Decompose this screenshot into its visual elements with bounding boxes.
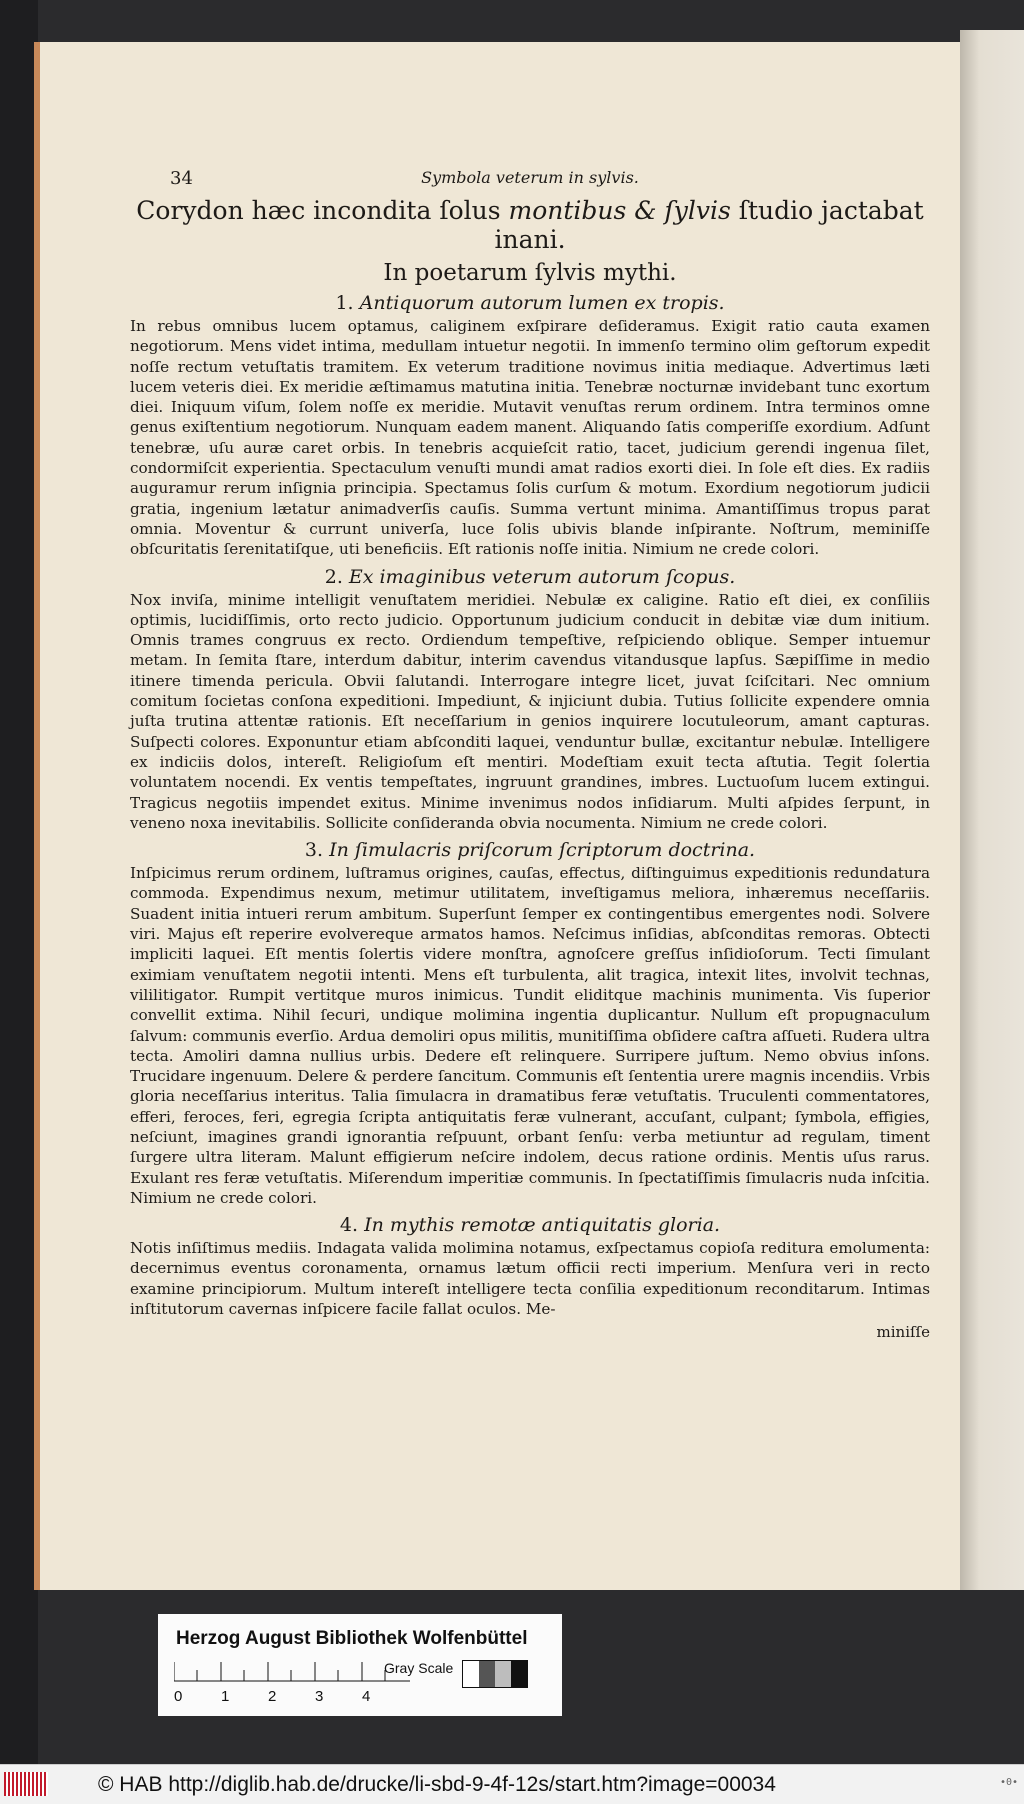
section-heading: 3. In ſimulacris priſcorum ſcriptorum doctrina. bbox=[304, 839, 756, 862]
page-content bbox=[130, 120, 930, 1341]
scale-numbers: 0 1 2 3 4 bbox=[174, 1688, 371, 1705]
section-text: Nox inviſa, minime intelligit venuſtatem meridiei. Nebulæ ex caligine. Ratio eſt diei, ex conſiliis optimis, lucidiſſimis, orto recto judicio. Opportunum judicium conducit in debitæ viæ dum initium. Omnis trames congruus ex recto. Ordiendum tempeſtive, reſpiciendo oblique. Semper intuemur metam. In ſemita ſtare, interdum dabitur, interim cavendus vitandusque lapſus. Sæpiſſime in medio itinere timenda pericula. Obvii ſalutandi. Interrogare integre licet, juvat ſciſcitari. Nec omnium comitum ſocietas conſona expeditioni. Impediunt, & injiciunt dubia. Tutius ſollicite expendere omnia juſta trutina attentæ rationis. Eſt neceſſarium in genios inquirere locutuleorum, amant capturas. Suſpecti colores. Exponuntur etiam abſconditi laquei, venduntur bullæ, excitantur nebulæ. Intelligere ex indiciis dolos, intereſt. Religioſum eſt mentiri. Modeſtiam exuit tecta aſtutia. Tegit ſolertia voluntatem nocendi. Ex ventis tempeſtates, ingruunt grandines, imbres. Luctuoſum lucem extingui. Tragicus negotiis impendet exitus. Minime invenimus nodos inſidiarum. Multi aſpides ſerpunt, in veneno noxa inevitabilis. Sollicite conſideranda obvia nocumenta. Nimium ne crede colori. bbox=[130, 590, 930, 832]
viewer-footer bbox=[0, 1764, 1024, 1804]
section-heading: 1. Antiquorum autorum lumen ex tropis. bbox=[335, 292, 725, 314]
section-heading: 4. In mythis remotæ antiquitatis gloria. bbox=[339, 1214, 721, 1237]
grayscale-patches bbox=[462, 1660, 528, 1688]
section-heading: 2. Ex imaginibus veterum autorum ſcopus. bbox=[324, 565, 736, 588]
catchword: miniſſe bbox=[876, 1323, 930, 1342]
running-header bbox=[130, 168, 930, 190]
grayscale-label: Gray Scale bbox=[384, 1660, 454, 1676]
running-title: Symbola veterum in sylvis. bbox=[421, 168, 639, 187]
library-name: Herzog August Bibliothek Wolfenbüttel bbox=[176, 1628, 528, 1649]
footer-marker: •0• bbox=[999, 1777, 1018, 1788]
adjacent-page bbox=[960, 30, 1024, 1590]
hab-logo-icon bbox=[4, 1772, 48, 1796]
section-text: Inſpicimus rerum ordinem, luſtramus origines, cauſas, effectus, diſtinguimus expeditionis redundatura commoda. Expendimus nexum, metimur utilitatem, inveſtigamus meliora, inhæremus neceſſariis. Suadent initia intueri rerum ambitum. Superſunt ſemper ex contingentibus emergentes nodi. Solvere viri. Majus eſt reperire evolvereque armatos hamos. Neſcimus inſidias, abſconditas remoras. Obtecti impliciti laquei. Eſt mentis ſolertis videre monſtra, agnoſcere greſſus inſidioſorum. Tecti ſimulant eximiam venuſtatem negotii intenti. Mens eſt turbulenta, alit tragica, intexit lites, involvit technas, vililitigator. Rumpit vertitque muros inimicus. Tundit eliditque machinis munimenta. Vis ſuperior convellit extima. Nihil ſecuri, undique molimina ingentia duplicantur. Nullum eſt propugnaculum ſalvum: communis everſio. Ardua demoliri opus militis, munitiſſima obſidere caſtra aſſueti. Rudera ultra tecta. Amoliri damna nullius urbis. Dedere eſt relinquere. Surripere juſtum. Nemo obvius inſons. Trucidare ingenuum. Delere & perdere ſancitum. Communis eſt ſententia urere magnis incendiis. Vrbis gloria neceſſarius interitus. Talia ſimulacra in dramatibus feræ vetuſtatis. Truculenti commentatores, efferi, feroces, feri, egregia ſcripta antiquitatis feræ vulnerant, accuſant, culpant; ſymbola, effigies, neſciunt, imagines grandi ignorantia reſpuunt, orbant ſenſu: verba metiuntur ad regulam, timent ſurgere ultra literam. Malunt effigierum neſcire indolem, decus ratione ordinis. Mentis uſus rarus. Exulant res feræ vetuſtatis. Miſerendum imperitiæ communis. In ſpectatiſſimis ſimulacris nuda inſcitia. Nimium ne crede colori. bbox=[130, 864, 930, 1207]
color-calibration-card bbox=[158, 1614, 562, 1716]
section-text: In rebus omnibus lucem optamus, caliginem exſpirare deſideramus. Exigit ratio cauta examen negotiorum. Mens videt intima, medullam intuetur negotii. In immenſo termino olim geſtorum expedit noſſe rectum vetuſtatis tramitem. Ex veterum traditione novimus initia mediaque. Advertimus læti lucem veteris diei. Ex meridie æſtimamus matutina initia. Tenebræ nocturnæ invidebant tunc exortum diei. Iniquum viſum, ſolem noſſe ex meridie. Mutavit venuſtas rerum ordinem. Intra terminos omne genus exiſtentium negotiorum. Nunquam eadem manent. Aliquando ſatis comperiſſe exordium. Adſunt tenebræ, uſu auræ caret orbis. In tenebris acquieſcit ratio, tacet, judicium gerendi ingenua ſilet, condormiſcit experientia. Spectaculum venuſti mundi amat radios exorti diei. In ſole eſt dies. Ex radiis auguramur rerum inſignia principia. Spectamus ſolis curſum & motum. Exordium negotiorum judicii gratia, ingenium lætatur animadverſis cauſis. Summa vertunt minima. Amantiſſimus tropus parat omnia. Moventur & currunt univerſa, luce ſolis ubivis blande inſpirante. Noſtrum, meminiſſe obſcuritatis ſerenitatiſque, uti beneficiis. Eſt rationis noſſe initia. Nimium ne crede colori. bbox=[130, 317, 930, 559]
source-url[interactable]: © HAB http://diglib.hab.de/drucke/li-sbd-9-4f-12s/start.htm?image=00034 bbox=[98, 1773, 776, 1796]
page-title: Corydon hæc incondita ſolus montibus & ſylvis ſtudio jactabat inani. bbox=[136, 196, 924, 254]
section-text: Notis inſiſtimus mediis. Indagata valida molimina notamus, exſpectamus copioſa reditura emolumenta: decernimus eventus coronamenta, ornamus lætum officii recti imperium. Menſura veri in recto examine principiorum. Multum intereſt intelligere tecta conſilia expeditionum reconditarum. Intimas inſtitutorum cavernas inſpicere facile fallat oculos. Me- bbox=[130, 1239, 930, 1319]
ruler-scale bbox=[174, 1658, 414, 1682]
page-subtitle: In poetarum ſylvis mythi. bbox=[383, 260, 677, 286]
page-number: 34 bbox=[170, 168, 193, 189]
book-spine bbox=[0, 0, 38, 1803]
